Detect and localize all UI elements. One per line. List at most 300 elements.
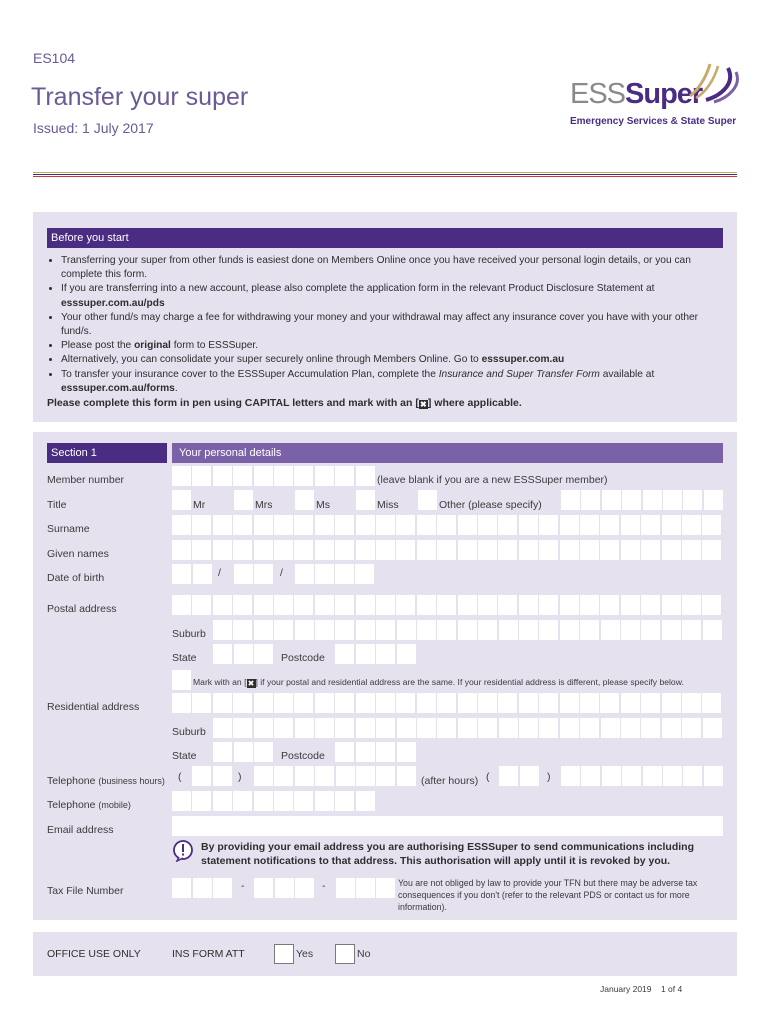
postal-state-box[interactable] [254,644,273,664]
mobile-box[interactable] [356,791,375,811]
email-label: Email address [47,824,114,836]
surname-box[interactable] [437,515,456,535]
surname-box[interactable] [213,515,232,535]
tfn-box[interactable] [213,878,232,898]
surname-box[interactable] [478,515,497,535]
bullet-new-account [61,282,727,310]
postal-suburb-box[interactable] [580,620,599,640]
res-suburb-box[interactable] [601,718,620,738]
member-number-box[interactable] [274,466,293,486]
residential-address-box[interactable] [498,693,517,713]
residential-address-box[interactable] [641,693,660,713]
surname-box[interactable] [376,515,395,535]
exclamation-icon [172,840,194,862]
phone-after-box[interactable] [581,766,600,786]
telephone-word: Telephone [47,775,96,787]
given-names-box[interactable] [560,540,579,560]
surname-box[interactable] [498,515,517,535]
surname-box[interactable] [519,515,538,535]
phone-business-box[interactable] [336,766,355,786]
tfn-box[interactable] [275,878,294,898]
bullet-new-account-text: If you are transferring into a new account, please also complete the application form in the relevant Product Disclosure Statement at [61,283,655,295]
title-mr-checkbox[interactable] [172,490,191,510]
tfn-box[interactable] [254,878,273,898]
phone-after-box[interactable] [643,766,662,786]
form-code: ES104 [33,50,76,66]
postal-suburb-box[interactable] [560,620,579,640]
res-state-box[interactable] [254,742,273,762]
res-suburb-box[interactable] [417,718,436,738]
res-suburb-box[interactable] [641,718,660,738]
res-suburb-box[interactable] [376,718,395,738]
res-state-box[interactable] [234,742,253,762]
title-ms-label: Ms [316,499,330,511]
phone-after-box[interactable] [622,766,641,786]
postal-address-box[interactable] [560,595,579,615]
office-no-label: No [357,948,371,960]
member-number-box[interactable] [254,466,273,486]
postal-address-box[interactable] [417,595,436,615]
given-names-box[interactable] [356,540,375,560]
title-other-checkbox[interactable] [418,490,437,510]
same-address-post: ] if your postal and residential address are the same. If your residential address is different, please specify below. [255,677,684,687]
surname-box[interactable] [315,515,334,535]
given-names-box[interactable] [478,540,497,560]
res-suburb-box[interactable] [478,718,497,738]
given-names-box[interactable] [580,540,599,560]
member-number-hint: (leave blank if you are a new ESSSuper member) [377,474,608,486]
surname-box[interactable] [254,515,273,535]
given-names-box[interactable] [376,540,395,560]
postal-address-box[interactable] [458,595,477,615]
instruction-line [47,396,727,410]
postal-suburb-box[interactable] [499,620,518,640]
office-yes-checkbox[interactable] [274,944,294,964]
given-names-box[interactable] [396,540,415,560]
logo-tagline: Emergency Services & State Super [570,116,737,127]
postal-suburb-box[interactable] [213,620,232,640]
residential-address-box[interactable] [560,693,579,713]
postal-suburb-box[interactable] [539,620,558,640]
bullet-members-online: • Transferring your super from other funds is easiest done on Members Online once you have received your personal login details, or you can complete this form. [61,254,727,282]
section-title: Your personal details [172,443,723,463]
surname-box[interactable] [458,515,477,535]
tfn-box[interactable] [193,878,212,898]
residential-address-box[interactable] [192,693,211,713]
res-suburb-box[interactable] [621,718,640,738]
phone-after-box[interactable] [663,766,682,786]
phone-after-box[interactable] [683,766,702,786]
surname-box[interactable] [580,515,599,535]
surname-box[interactable] [172,515,191,535]
phone-business-box[interactable] [254,766,273,786]
tfn-box[interactable] [356,878,375,898]
postal-suburb-box[interactable] [233,620,252,640]
pds-link[interactable]: esssuper.com.au/pds [61,297,165,309]
postal-suburb-box[interactable] [662,620,681,640]
res-state-box[interactable] [213,742,232,762]
title-mrs-checkbox[interactable] [234,490,253,510]
postal-address-box[interactable] [498,595,517,615]
phone-business-box[interactable] [376,766,395,786]
postal-suburb-box[interactable] [682,620,701,640]
postal-suburb-box[interactable] [621,620,640,640]
residential-address-box[interactable] [437,693,456,713]
residential-address-box[interactable] [458,693,477,713]
given-names-box[interactable] [519,540,538,560]
title-other-box[interactable] [683,490,702,510]
surname-box[interactable] [702,515,721,535]
phone-area-box[interactable] [213,766,232,786]
surname-box[interactable] [621,515,640,535]
res-suburb-box[interactable] [213,718,232,738]
title-other-box[interactable] [622,490,641,510]
phone-business-box[interactable] [295,766,314,786]
residential-address-box[interactable] [335,693,354,713]
given-names-box[interactable] [417,540,436,560]
mobile-box[interactable] [213,791,232,811]
res-suburb-box[interactable] [458,718,477,738]
phone-area-box[interactable] [192,766,211,786]
postal-state-label: State [172,652,197,664]
res-suburb-box[interactable] [519,718,538,738]
postal-address-label: Postal address [47,603,117,615]
residential-address-box[interactable] [417,693,436,713]
dob-day-box[interactable] [193,564,212,584]
residential-address-box[interactable] [376,693,395,713]
site-link[interactable]: esssuper.com.au [481,354,565,366]
logo-prefix: ESS [570,78,626,110]
member-number-box[interactable] [335,466,354,486]
phone-after-box[interactable] [704,766,723,786]
member-number-box[interactable] [172,466,191,486]
given-names-box[interactable] [539,540,558,560]
tfn-dash: - [322,880,326,892]
res-postcode-box[interactable] [335,742,354,762]
given-names-box[interactable] [682,540,701,560]
surname-box[interactable] [396,515,415,535]
postal-suburb-box[interactable] [417,620,436,640]
postal-address-box[interactable] [315,595,334,615]
surname-box[interactable] [662,515,681,535]
residential-address-box[interactable] [621,693,640,713]
postal-postcode-box[interactable] [356,644,375,664]
member-number-box[interactable] [294,466,313,486]
title-label: Title [47,499,67,511]
given-names-box[interactable] [641,540,660,560]
given-names-box[interactable] [192,540,211,560]
postal-postcode-box[interactable] [397,644,416,664]
postal-address-box[interactable] [274,595,293,615]
phone-business-box[interactable] [274,766,293,786]
member-number-box[interactable] [233,466,252,486]
residential-address-box[interactable] [600,693,619,713]
business-hours-note: (business hours) [98,776,165,786]
postal-suburb-box[interactable] [437,620,456,640]
postal-address-box[interactable] [213,595,232,615]
footer-date: January 2019 [600,984,652,994]
dob-year-box[interactable] [315,564,334,584]
postal-suburb-box[interactable] [397,620,416,640]
tfn-box[interactable] [376,878,395,898]
postal-address-box[interactable] [682,595,701,615]
mobile-box[interactable] [274,791,293,811]
given-names-box[interactable] [498,540,517,560]
surname-box[interactable] [560,515,579,535]
given-names-box[interactable] [437,540,456,560]
telephone-business-label [47,775,165,787]
paren-close: ) [547,771,551,783]
tfn-box[interactable] [336,878,355,898]
postal-address-box[interactable] [580,595,599,615]
postal-state-box[interactable] [213,644,232,664]
postal-address-box[interactable] [539,595,558,615]
mobile-box[interactable] [192,791,211,811]
res-suburb-box[interactable] [682,718,701,738]
member-number-label: Member number [47,474,125,486]
member-number-box[interactable] [356,466,375,486]
res-suburb-box[interactable] [580,718,599,738]
residential-address-box[interactable] [233,693,252,713]
postal-address-box[interactable] [662,595,681,615]
postal-address-box[interactable] [478,595,497,615]
phone-after-box[interactable] [602,766,621,786]
postal-suburb-box[interactable] [376,620,395,640]
postal-address-box[interactable] [356,595,375,615]
res-suburb-box[interactable] [397,718,416,738]
surname-box[interactable] [417,515,436,535]
residential-address-box[interactable] [519,693,538,713]
page-title: Transfer your super [31,83,249,111]
residential-address-label: Residential address [47,701,140,713]
given-names-box[interactable] [702,540,721,560]
bullet-post [61,339,727,353]
given-names-box[interactable] [458,540,477,560]
given-names-box[interactable] [233,540,252,560]
postal-address-box[interactable] [172,595,191,615]
dob-year-box[interactable] [355,564,374,584]
postal-suburb-box[interactable] [703,620,722,640]
postal-suburb-box[interactable] [335,620,354,640]
res-suburb-box[interactable] [335,718,354,738]
office-yes-label: Yes [296,948,314,960]
tfn-box[interactable] [295,878,314,898]
res-postcode-box[interactable] [397,742,416,762]
title-other-box[interactable] [663,490,682,510]
postal-suburb-label: Suburb [172,628,206,640]
residential-address-box[interactable] [702,693,721,713]
mobile-note: (mobile) [98,800,131,810]
postal-address-box[interactable] [600,595,619,615]
bullet-insurance [61,368,727,396]
footer-page: 1 of 4 [660,984,683,994]
member-number-box[interactable] [213,466,232,486]
mobile-box[interactable] [233,791,252,811]
office-no-checkbox[interactable] [335,944,355,964]
postal-suburb-box[interactable] [274,620,293,640]
dob-year-box[interactable] [295,564,314,584]
res-suburb-box[interactable] [233,718,252,738]
postal-address-box[interactable] [621,595,640,615]
res-suburb-box[interactable] [703,718,722,738]
residential-address-box[interactable] [294,693,313,713]
res-suburb-box[interactable] [295,718,314,738]
res-suburb-box[interactable] [315,718,334,738]
postal-address-box[interactable] [233,595,252,615]
tfn-box[interactable] [172,878,191,898]
postal-address-box[interactable] [294,595,313,615]
title-other-box[interactable] [704,490,723,510]
postal-address-box[interactable] [254,595,273,615]
res-suburb-box[interactable] [539,718,558,738]
residential-address-box[interactable] [478,693,497,713]
res-suburb-box[interactable] [274,718,293,738]
member-number-box[interactable] [315,466,334,486]
logo [570,78,702,111]
given-names-box[interactable] [600,540,619,560]
given-names-box[interactable] [254,540,273,560]
same-address-checkbox[interactable] [172,670,191,690]
res-suburb-box[interactable] [662,718,681,738]
postal-suburb-box[interactable] [254,620,273,640]
dob-month-box[interactable] [254,564,273,584]
title-other-box[interactable] [561,490,580,510]
postal-address-box[interactable] [519,595,538,615]
postal-suburb-box[interactable] [641,620,660,640]
surname-box[interactable] [539,515,558,535]
phone-business-box[interactable] [315,766,334,786]
postal-suburb-box[interactable] [315,620,334,640]
logo-brand: Super [625,78,703,110]
postal-address-box[interactable] [376,595,395,615]
member-number-box[interactable] [192,466,211,486]
surname-box[interactable] [356,515,375,535]
postal-address-box[interactable] [396,595,415,615]
given-names-box[interactable] [335,540,354,560]
given-names-box[interactable] [213,540,232,560]
residential-address-box[interactable] [172,693,191,713]
after-area-box[interactable] [499,766,518,786]
surname-box[interactable] [233,515,252,535]
mobile-box[interactable] [294,791,313,811]
forms-link[interactable]: esssuper.com.au/forms [61,382,175,394]
residential-address-box[interactable] [662,693,681,713]
title-other-box[interactable] [602,490,621,510]
postal-postcode-box[interactable] [335,644,354,664]
residential-address-box[interactable] [356,693,375,713]
given-names-box[interactable] [172,540,191,560]
postal-address-box[interactable] [641,595,660,615]
surname-box[interactable] [274,515,293,535]
residential-address-box[interactable] [682,693,701,713]
office-use-label: OFFICE USE ONLY [47,948,141,960]
footer [600,984,682,994]
surname-box[interactable] [335,515,354,535]
residential-address-box[interactable] [539,693,558,713]
title-mrs-label: Mrs [255,499,273,511]
dob-slash: / [218,567,221,579]
postal-suburb-box[interactable] [478,620,497,640]
tfn-dash: - [241,880,245,892]
surname-box[interactable] [641,515,660,535]
res-suburb-box[interactable] [356,718,375,738]
telephone-word: Telephone [47,799,96,811]
dob-year-box[interactable] [335,564,354,584]
mobile-box[interactable] [254,791,273,811]
tfn-note: You are not obliged by law to provide your TFN but there may be adverse tax consequences if you don't (refer to the relevant PDS or contact us for more information). [398,878,698,912]
given-names-box[interactable] [294,540,313,560]
phone-business-box[interactable] [397,766,416,786]
mobile-box[interactable] [315,791,334,811]
after-area-box[interactable] [520,766,539,786]
dob-day-box[interactable] [172,564,191,584]
res-postcode-label: Postcode [281,750,325,762]
phone-after-box[interactable] [561,766,580,786]
mobile-box[interactable] [172,791,191,811]
surname-box[interactable] [192,515,211,535]
residential-address-box[interactable] [315,693,334,713]
telephone-mobile-label [47,799,131,811]
res-postcode-box[interactable] [376,742,395,762]
paren-open: ( [486,771,490,783]
forms-period: . [174,382,178,394]
given-names-box[interactable] [315,540,334,560]
given-names-label: Given names [47,548,109,560]
res-suburb-box[interactable] [254,718,273,738]
res-suburb-box[interactable] [499,718,518,738]
postal-suburb-box[interactable] [519,620,538,640]
residential-address-box[interactable] [396,693,415,713]
postal-postcode-box[interactable] [376,644,395,664]
given-names-box[interactable] [621,540,640,560]
dob-month-box[interactable] [234,564,253,584]
same-address-text [193,677,684,688]
residential-address-box[interactable] [213,693,232,713]
surname-box[interactable] [600,515,619,535]
res-state-label: State [172,750,197,762]
residential-address-box[interactable] [254,693,273,713]
res-postcode-box[interactable] [356,742,375,762]
email-field[interactable] [172,816,723,836]
res-suburb-box[interactable] [560,718,579,738]
postal-suburb-box[interactable] [295,620,314,640]
title-other-box[interactable] [581,490,600,510]
mobile-box[interactable] [335,791,354,811]
title-ms-checkbox[interactable] [295,490,314,510]
postal-suburb-box[interactable] [356,620,375,640]
surname-box[interactable] [682,515,701,535]
given-names-box[interactable] [274,540,293,560]
bullet-post-text: Please post the [61,340,132,352]
postal-state-box[interactable] [234,644,253,664]
logo-swirl-icon [684,60,740,104]
postal-address-box[interactable] [702,595,721,615]
surname-box[interactable] [294,515,313,535]
surname-label: Surname [47,523,90,535]
given-names-box[interactable] [662,540,681,560]
residential-address-box[interactable] [274,693,293,713]
postal-suburb-box[interactable] [458,620,477,640]
postal-address-box[interactable] [335,595,354,615]
postal-address-box[interactable] [437,595,456,615]
residential-address-box[interactable] [580,693,599,713]
postal-suburb-box[interactable] [601,620,620,640]
postal-address-box[interactable] [192,595,211,615]
title-other-box[interactable] [643,490,662,510]
title-miss-checkbox[interactable] [356,490,375,510]
phone-business-box[interactable] [356,766,375,786]
res-suburb-box[interactable] [437,718,456,738]
